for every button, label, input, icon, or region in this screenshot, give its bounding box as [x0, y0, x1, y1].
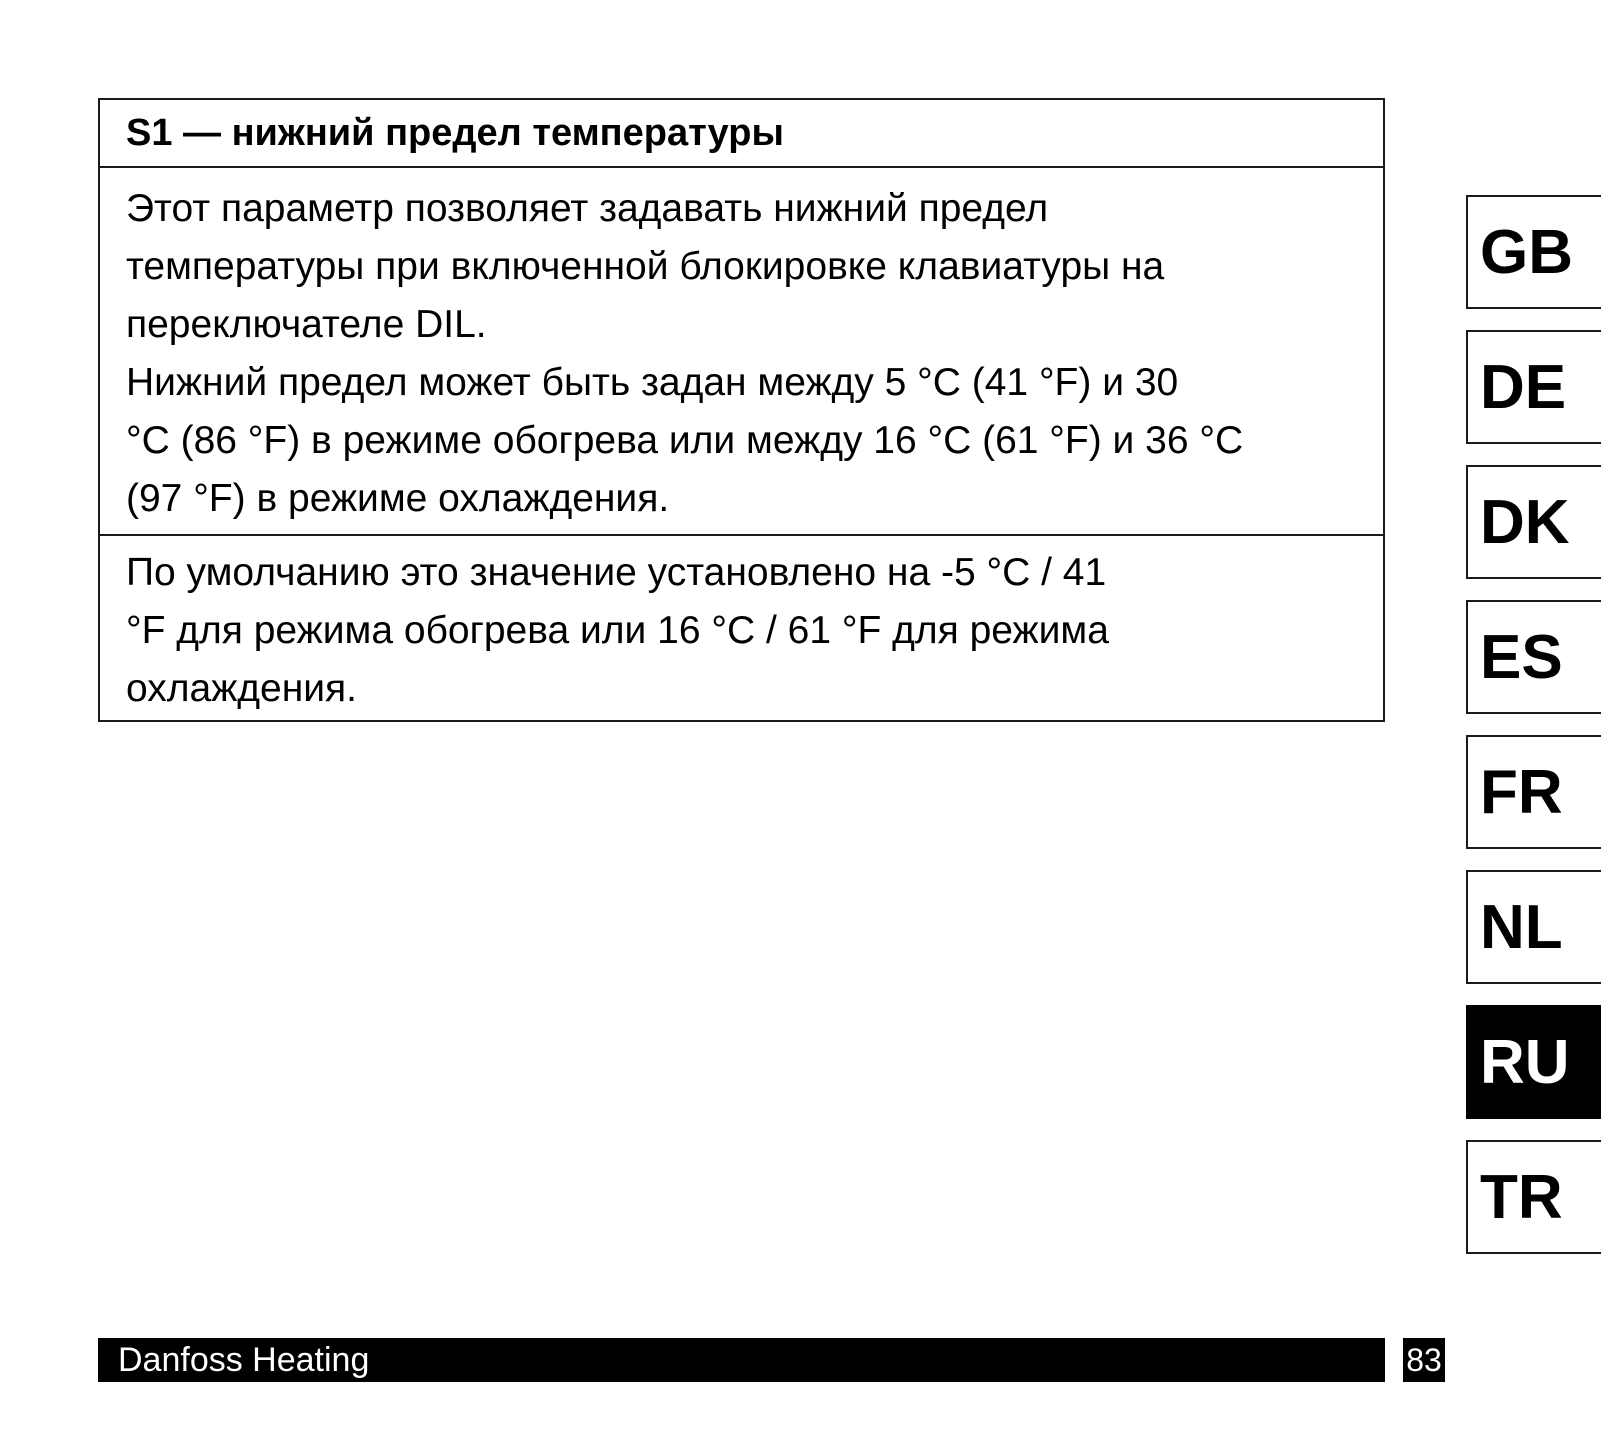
parameter-title — [100, 100, 1383, 166]
page-number — [1403, 1338, 1445, 1382]
language-tab-label: DK — [1480, 487, 1570, 557]
footer-brand: Danfoss Heating — [118, 1340, 370, 1379]
default-line: °F для режима обогрева или 16 °C / 61 °F для режима — [126, 609, 1109, 652]
parameter-title-text: S1 — нижний предел температуры — [126, 111, 784, 154]
description-line: температуры при включенной блокировке клавиатуры на — [126, 245, 1165, 288]
language-tab-nl[interactable] — [1466, 870, 1601, 984]
language-tab-label: TR — [1480, 1162, 1563, 1232]
language-tab-label: GB — [1480, 217, 1573, 287]
language-tab-tr[interactable] — [1466, 1140, 1601, 1254]
language-tab-label: NL — [1480, 892, 1563, 962]
parameter-description — [100, 166, 1383, 534]
footer-bar — [98, 1338, 1385, 1382]
description-line: °C (86 °F) в режиме обогрева или между 16 °C (61 °F) и 36 °C — [126, 419, 1244, 462]
language-tab-dk[interactable] — [1466, 465, 1601, 579]
language-tab-gb[interactable] — [1466, 195, 1601, 309]
description-line: Этот параметр позволяет задавать нижний предел — [126, 187, 1049, 230]
parameter-default — [100, 534, 1383, 720]
description-line: (97 °F) в режиме охлаждения. — [126, 477, 670, 520]
language-tab-label: RU — [1480, 1027, 1570, 1097]
default-line: По умолчанию это значение установлено на -5 °C / 41 — [126, 551, 1107, 594]
language-tab-de[interactable] — [1466, 330, 1601, 444]
language-tab-ru[interactable] — [1466, 1005, 1601, 1119]
parameter-table — [98, 98, 1385, 722]
language-tab-fr[interactable] — [1466, 735, 1601, 849]
description-line: переключателе DIL. — [126, 303, 487, 346]
language-tab-es[interactable] — [1466, 600, 1601, 714]
default-line: охлаждения. — [126, 667, 358, 710]
page-number-text: 83 — [1406, 1341, 1442, 1378]
description-line: Нижний предел может быть задан между 5 °C (41 °F) и 30 — [126, 361, 1179, 404]
language-tab-label: FR — [1480, 757, 1563, 827]
language-tab-label: ES — [1480, 622, 1563, 692]
language-tab-label: DE — [1480, 352, 1567, 422]
